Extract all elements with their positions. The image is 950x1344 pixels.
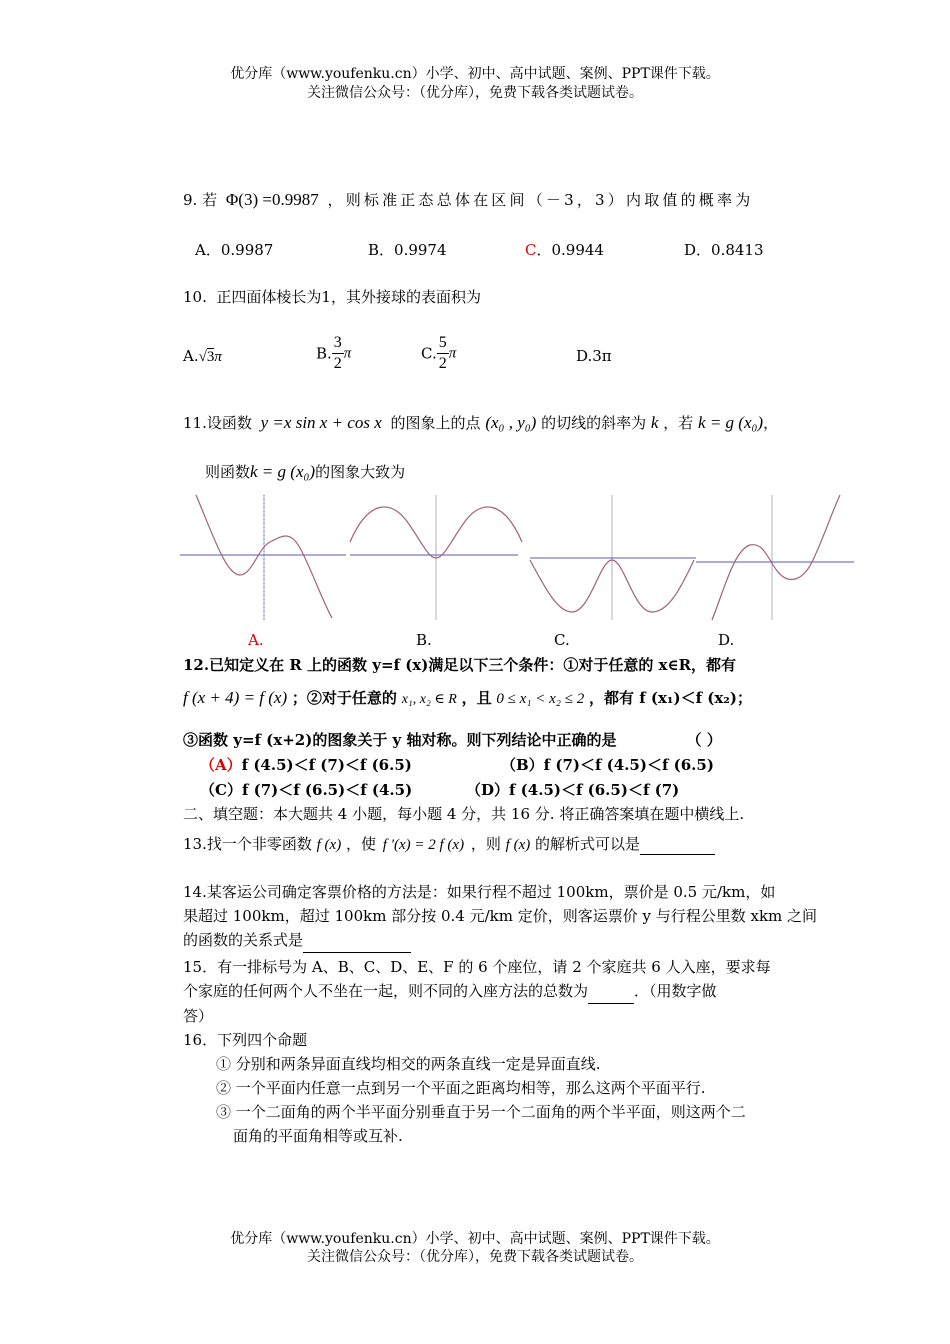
q12-option-a: （A）f (4.5)＜f (7)＜f (6.5) xyxy=(200,756,412,774)
q12-option-b: （B）f (7)＜f (4.5)＜f (6.5) xyxy=(501,756,714,774)
q12-line1: 12.已知定义在 R 上的函数 y=f (x)满足以下三个条件：①对于任意的 x∈R，都有 xyxy=(183,656,737,674)
q14 xyxy=(183,880,823,953)
footer-line-1: 优分库（www.youfenku.cn）小学、初中、高中试题、案例、PPT课件下载。 xyxy=(230,1231,720,1247)
graph-c xyxy=(530,495,696,620)
section-2-heading: 二、填空题：本大题共 4 小题，每小题 4 分，共 16 分. 将正确答案填在题中横线上. xyxy=(183,805,745,823)
graph-label-d: D. xyxy=(718,631,735,649)
q14-answer-blank[interactable] xyxy=(303,928,411,953)
graph-d xyxy=(696,495,854,620)
q15 xyxy=(183,955,823,1028)
q9-stem xyxy=(183,190,753,210)
q9-option-a: A．0.9987 xyxy=(195,241,274,259)
q10-option-d: D.3π xyxy=(576,347,612,365)
q11-stem-line2: 则函数k = g (x₀)的图象大致为 xyxy=(205,462,406,481)
q16 xyxy=(183,1028,823,1148)
graph-label-a: A. xyxy=(248,631,264,649)
q16-item-1: ① 分别和两条异面直线均相交的两条直线一定是异面直线. xyxy=(216,1055,601,1073)
graph-label-b: B. xyxy=(416,631,432,649)
q15-line2b: ．（用数字做 xyxy=(634,982,717,1000)
q16-title: 16．下列四个命题 xyxy=(183,1031,308,1049)
q14-line1: 14.某客运公司确定客票价格的方法是：如果行程不超过 100km，票价是 0.5 元/km，如 xyxy=(183,883,776,901)
q12-option-c: （C）f (7)＜f (6.5)＜f (4.5) xyxy=(200,781,413,799)
header-line-2: 关注微信公众号：（优分库），免费下载各类试题试卷。 xyxy=(307,85,643,101)
q9-option-b: B．0.9974 xyxy=(368,241,447,259)
q11-function: y =x sin x + cos x xyxy=(260,413,382,432)
graph-a xyxy=(180,495,346,620)
q15-line2a: 个家庭的任何两个人不坐在一起，则不同的入座方法的总数为 xyxy=(183,982,589,1000)
q16-item-3-cont: 面角的平面角相等或互补. xyxy=(233,1127,403,1145)
q15-line3: 答） xyxy=(183,1007,214,1025)
q13-answer-blank[interactable] xyxy=(640,834,715,855)
q12-line3: ③函数 y=f (x+2)的图象关于 y 轴对称。则下列结论中正确的是 （ ） xyxy=(183,731,722,749)
q12-line2: f (x + 4) = f (x) ；②对于任意的 x₁, x₂ ∈ R ，且 0 ≤ x₁ < x₂ ≤ 2 ，都有 f (x₁)＜f (x₂)； xyxy=(183,688,752,707)
q9-text: ，则标准正态总体在区间（－3，3）内取值的概率为 xyxy=(327,191,754,209)
footer-line-2: 关注微信公众号：（优分库），免费下载各类试题试卷。 xyxy=(307,1249,643,1265)
header-line-1: 优分库（www.youfenku.cn）小学、初中、高中试题、案例、PPT课件下载。 xyxy=(230,66,720,82)
q10-stem: 10. 正四面体棱长为1，其外接球的表面积为 xyxy=(183,288,481,306)
graph-label-c: C. xyxy=(554,631,570,649)
q9-formula: Φ(3) =0.9987 xyxy=(225,190,319,209)
q14-line3: 的函数的关系式是 xyxy=(183,931,304,949)
q10-option-c: C. $\frac{5}{2}$ π xyxy=(421,334,457,372)
q11-graphs xyxy=(178,490,858,625)
q11-stem-line1: 11.设函数 y =x sin x + cos x 的图象上的点 (x₀ , y₀) 的切线的斜率为 k ，若 k = g (x₀)， xyxy=(183,413,779,432)
q12-option-d: （D）f (4.5)＜f (6.5)＜f (7) xyxy=(466,781,680,799)
q16-item-2: ② 一个平面内任意一点到另一个平面之距离均相等，那么这两个平面平行. xyxy=(216,1079,706,1097)
q10-option-b: B. $\frac{3}{2}$ π xyxy=(316,334,352,372)
q13-stem: 13.找一个非零函数 f (x) ，使 f ′(x) = 2 f (x) ，则 f (x) 的解析式可以是 xyxy=(183,834,715,855)
q9-option-d: D．0.8413 xyxy=(684,241,764,259)
q9-prefix: 9. 若 xyxy=(183,191,218,209)
q9-option-c: C．0.9944 xyxy=(525,241,604,259)
q14-line2: 果超过 100km，超过 100km 部分按 0.4 元/km 定价，则客运票价 y 与行程公里数 xkm 之间 xyxy=(183,907,818,925)
q10-option-a: A.√3π xyxy=(183,347,222,365)
graph-b xyxy=(350,495,522,620)
q15-line1: 15．有一排标号为 A、B、C、D、E、F 的 6 个座位，请 2 个家庭共 6 人入座，要求每 xyxy=(183,958,771,976)
q16-item-3: ③ 一个二面角的两个半平面分别垂直于另一个二面角的两个半平面，则这两个二 xyxy=(216,1103,746,1121)
q15-answer-blank[interactable] xyxy=(588,979,634,1004)
